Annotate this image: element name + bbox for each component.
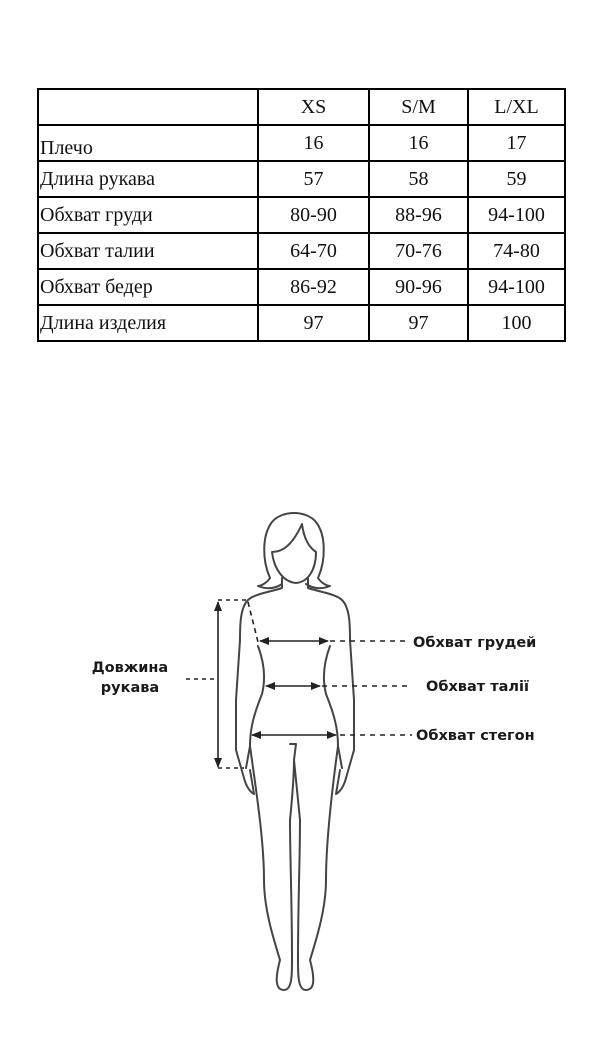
cell-value: 80-90 — [258, 197, 369, 233]
cell-value: 16 — [369, 125, 468, 161]
table-row — [38, 305, 565, 341]
sleeve-length-label-line2: рукава — [100, 680, 160, 696]
cell-value: 94-100 — [468, 197, 565, 233]
cell-value: 64-70 — [258, 233, 369, 269]
row-label: Обхват груди — [38, 197, 258, 233]
table-row — [38, 197, 565, 233]
cell-value: 86-92 — [258, 269, 369, 305]
waist-label: Обхват талії — [426, 679, 529, 695]
sleeve-length-label-line1: Довжина — [91, 660, 169, 676]
table-row — [38, 125, 565, 161]
cell-value: 70-76 — [369, 233, 468, 269]
table-header-row — [38, 89, 565, 125]
header-cell-xs: XS — [258, 89, 369, 125]
row-label: Обхват бедер — [38, 269, 258, 305]
chest-label: Обхват грудей — [413, 635, 537, 651]
header-cell-lxl: L/XL — [468, 89, 565, 125]
row-label: Обхват талии — [38, 233, 258, 269]
table-row — [38, 269, 565, 305]
woman-figure-icon — [236, 513, 354, 990]
cell-value: 58 — [369, 161, 468, 197]
row-label: Плечо — [38, 125, 258, 161]
size-chart-table — [37, 88, 566, 342]
cell-value: 97 — [369, 305, 468, 341]
cell-value: 94-100 — [468, 269, 565, 305]
cell-value: 74-80 — [468, 233, 565, 269]
row-label: Длина изделия — [38, 305, 258, 341]
sleeve-length-indicator — [186, 600, 258, 768]
cell-value: 59 — [468, 161, 565, 197]
cell-value: 100 — [468, 305, 565, 341]
cell-value: 97 — [258, 305, 369, 341]
cell-value: 17 — [468, 125, 565, 161]
hips-label: Обхват стегон — [416, 728, 535, 744]
cell-value: 16 — [258, 125, 369, 161]
body-measurement-diagram — [0, 490, 600, 1010]
cell-value: 88-96 — [369, 197, 468, 233]
cell-value: 90-96 — [369, 269, 468, 305]
table-row — [38, 233, 565, 269]
table-row — [38, 161, 565, 197]
header-cell-sm: S/M — [369, 89, 468, 125]
row-label: Длина рукава — [38, 161, 258, 197]
header-cell-empty — [38, 89, 258, 125]
cell-value: 57 — [258, 161, 369, 197]
